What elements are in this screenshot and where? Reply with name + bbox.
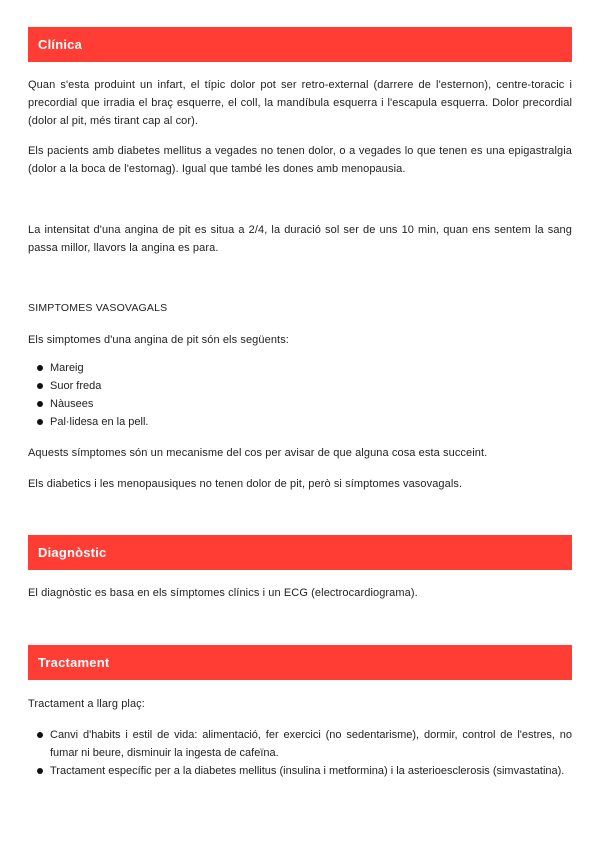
list-item: Suor freda <box>50 377 572 395</box>
clinica-paragraph-4: Els simptomes d'una angina de pit són els següents: <box>28 334 289 346</box>
clinica-paragraph-1: Quan s'esta produint un infart, el típic dolor pot ser retro-external (darrere de l'esternon), centre-toracic i precordial que irradia el braç esquerre, el coll, la mandíbula esquerra i l'escapula esquerra. Dolor precordial (dolor al pit, més tirant cap al cor). <box>28 79 572 127</box>
tractament-paragraph-1: Tractament a llarg plaç: <box>28 698 145 710</box>
subtitle-vasovagal: SIMPTOMES VASOVAGALS <box>28 302 168 314</box>
clinica-paragraph-2: Els pacients amb diabetes mellitus a vegades no tenen dolor, o a vegades lo que tenen es una epigastralgia (dolor a la boca de l'estomag). Igual que també les dones amb menopausia. <box>28 145 572 175</box>
section-header-tractament: Tractament <box>28 645 572 680</box>
list-item: Tractament específic per a la diabetes mellitus (insulina i metformina) i la asterioesclerosis (simvastatina). <box>50 762 572 780</box>
list-item: Mareig <box>50 359 572 377</box>
section-header-clinica: Clínica <box>28 27 572 62</box>
list-item: Nàusees <box>50 395 572 413</box>
list-item: Pal·lidesa en la pell. <box>50 413 572 431</box>
clinica-paragraph-5: Aquests símptomes són un mecanisme del cos per avisar de que alguna cosa esta succeint. <box>28 447 488 459</box>
section-header-diagnostic: Diagnòstic <box>28 535 572 570</box>
symptom-list <box>28 359 572 431</box>
clinica-paragraph-6: Els diabetics i les menopausiques no tenen dolor de pit, però si símptomes vasovagals. <box>28 478 463 490</box>
list-item: Canvi d'habits i estil de vida: alimentació, fer exercici (no sedentarisme), dormir, control de l'estres, no fumar ni beure, disminuir la ingesta de cafeïna. <box>50 726 572 762</box>
clinica-paragraph-3: La intensitat d'una angina de pit es situa a 2/4, la duració sol ser de uns 10 min, quan ens sentem la sang passa millor, llavors la angina es para. <box>28 224 572 254</box>
diagnostic-paragraph-1: El diagnòstic es basa en els símptomes clínics i un ECG (electrocardiograma). <box>28 587 418 599</box>
treatment-list <box>28 726 572 780</box>
